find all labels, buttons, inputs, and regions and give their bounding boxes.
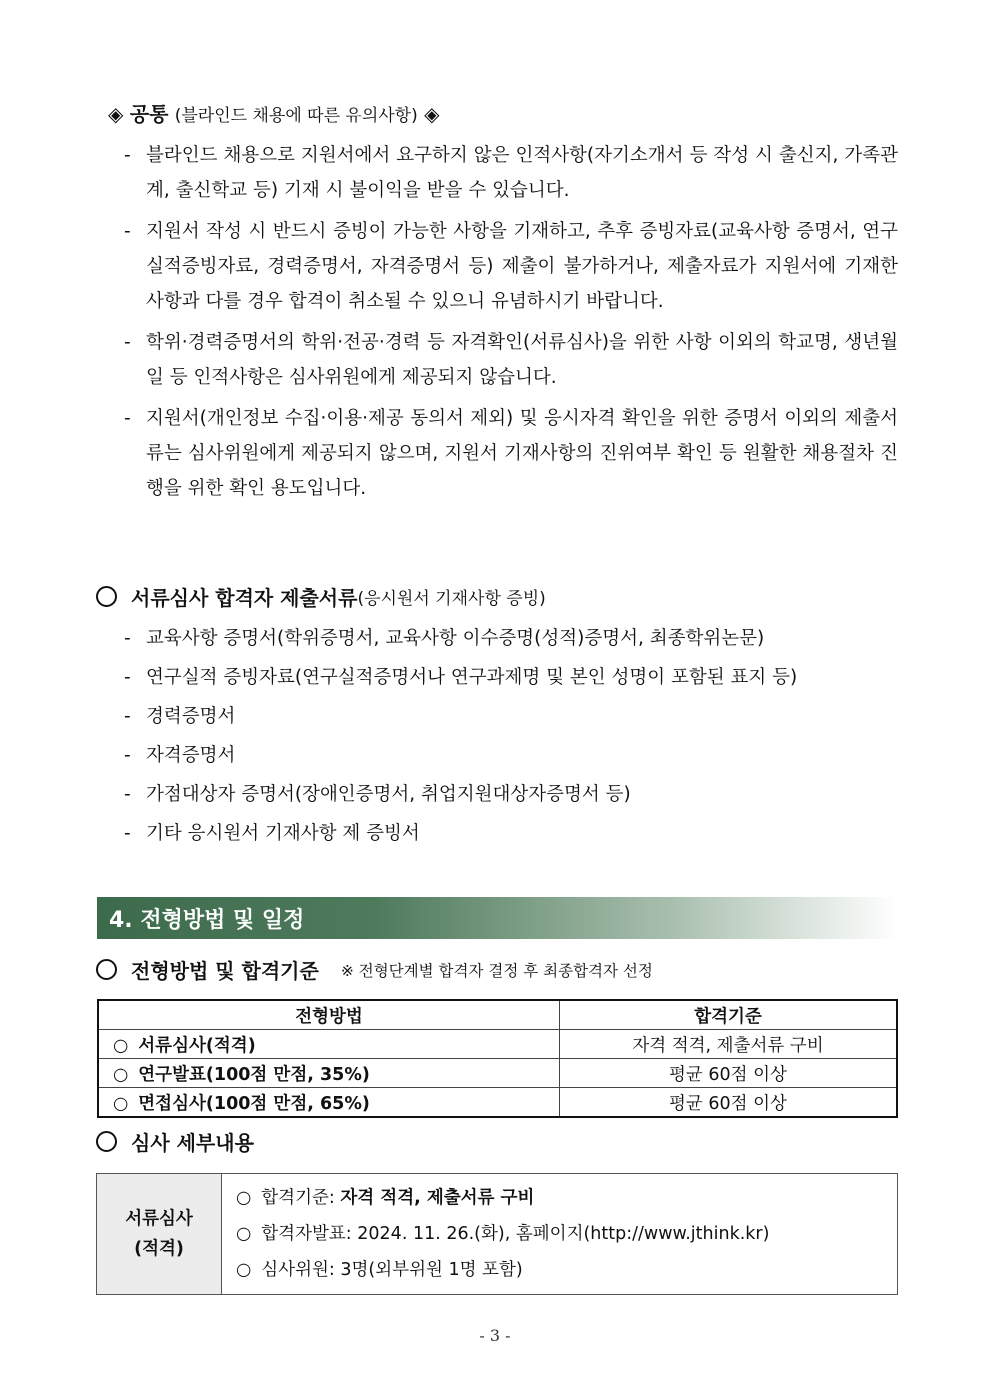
dash-icon: - — [124, 332, 131, 353]
section-banner — [97, 897, 897, 939]
dash-icon: - — [124, 408, 131, 429]
documents-title: 서류심사 합격자 제출서류 — [131, 586, 358, 610]
detail-content-cell — [222, 1174, 898, 1295]
common-subtitle: (블라인드 채용에 따른 유의사항) — [174, 106, 418, 126]
criteria-cell: 평균 60점 이상 — [560, 1088, 898, 1118]
table-row — [98, 1059, 897, 1088]
criteria-cell: 자격 적격, 제출서류 구비 — [560, 1030, 898, 1059]
criteria-cell: 평균 60점 이상 — [560, 1059, 898, 1088]
detail-label-cell: 서류심사 (적격) — [97, 1174, 222, 1295]
common-title: 공통 — [129, 102, 169, 126]
list-item: - 기타 응시원서 기재사항 제 증빙서 — [124, 814, 914, 853]
list-item: - 가점대상자 증명서(장애인증명서, 취업지원대상자증명서 등) — [124, 775, 914, 814]
detail-item: ○ 합격기준: 자격 적격, 제출서류 구비 — [236, 1188, 535, 1208]
diamond-marker-icon: ◈ — [108, 102, 124, 126]
circle-marker-icon: ○ — [236, 1260, 252, 1280]
documents-heading — [96, 582, 546, 611]
dash-icon: - — [124, 745, 131, 766]
table-row — [98, 1088, 897, 1118]
dash-icon: - — [124, 628, 131, 649]
list-item: - 지원서(개인정보 수집·이용·제공 동의서 제외) 및 응시자격 확인을 위한 증명서 이외의 제출서류는 심사위원에게 제공되지 않으며, 지원서 기재사항의 진위여부 확인 등 원활한 채용절차 진행을 위한 확인 용도입니다. — [124, 401, 898, 506]
dash-icon: - — [124, 823, 131, 844]
circle-marker-icon: ○ — [113, 1093, 129, 1114]
detail-item: ○ 합격자발표: 2024. 11. 26.(화), 홈페이지(http://www.jthink.kr) — [236, 1224, 770, 1244]
detail-item: ○ 심사위원: 3명(외부위원 1명 포함) — [236, 1260, 523, 1280]
column-header: 합격기준 — [560, 1000, 898, 1030]
list-item: - 자격증명서 — [124, 736, 914, 775]
dash-icon: - — [124, 145, 131, 166]
section-title: 4. 전형방법 및 일정 — [109, 908, 305, 933]
circle-bullet-icon — [96, 586, 117, 607]
table-row — [98, 1030, 897, 1059]
documents-list — [124, 619, 914, 853]
list-item: - 블라인드 채용으로 지원서에서 요구하지 않은 인적사항(자기소개서 등 작성 시 출신지, 가족관계, 출신학교 등) 기재 시 불이익을 받을 수 있습니다. — [124, 138, 898, 208]
detail-table — [96, 1173, 898, 1295]
method-cell: ○ 면접심사(100점 만점, 65%) — [98, 1088, 560, 1118]
list-item: - 연구실적 증빙자료(연구실적증명서나 연구과제명 및 본인 성명이 포함된 표지 등) — [124, 658, 914, 697]
dash-icon: - — [124, 784, 131, 805]
page-number: - 3 - — [479, 1326, 511, 1345]
list-item: - 교육사항 증명서(학위증명서, 교육사항 이수증명(성적)증명서, 최종학위논문) — [124, 619, 914, 658]
table-row — [97, 1174, 898, 1295]
common-notice-heading — [108, 98, 439, 127]
detail-title: 심사 세부내용 — [131, 1131, 254, 1155]
dash-icon: - — [124, 706, 131, 727]
method-note: ※ 전형단계별 합격자 결정 후 최종합격자 선정 — [340, 961, 653, 980]
circle-bullet-icon — [96, 1131, 117, 1152]
method-cell: ○ 연구발표(100점 만점, 35%) — [98, 1059, 560, 1088]
circle-bullet-icon — [96, 959, 117, 980]
common-notice-list — [124, 138, 898, 512]
circle-marker-icon: ○ — [113, 1064, 129, 1085]
method-heading — [96, 955, 653, 984]
column-header: 전형방법 — [98, 1000, 560, 1030]
documents-subtitle: (응시원서 기재사항 증빙) — [357, 589, 546, 609]
detail-heading — [96, 1127, 254, 1156]
table-header-row — [98, 1000, 897, 1030]
list-item: - 학위·경력증명서의 학위·전공·경력 등 자격확인(서류심사)을 위한 사항 이외의 학교명, 생년월일 등 인적사항은 심사위원에게 제공되지 않습니다. — [124, 325, 898, 395]
method-title: 전형방법 및 합격기준 — [131, 959, 319, 983]
list-item: - 지원서 작성 시 반드시 증빙이 가능한 사항을 기재하고, 추후 증빙자료(교육사항 증명서, 연구실적증빙자료, 경력증명서, 자격증명서 등) 제출이 불가하거나, 제출자료가 지원서에 기재한 사항과 다를 경우 합격이 취소될 수 있으니 유념하시기 바랍니다. — [124, 214, 898, 319]
list-item: - 경력증명서 — [124, 697, 914, 736]
circle-marker-icon: ○ — [236, 1188, 252, 1208]
dash-icon: - — [124, 221, 131, 242]
circle-marker-icon: ○ — [113, 1035, 129, 1056]
method-table — [97, 999, 898, 1118]
method-cell: ○ 서류심사(적격) — [98, 1030, 560, 1059]
dash-icon: - — [124, 667, 131, 688]
diamond-marker-icon: ◈ — [424, 102, 440, 126]
circle-marker-icon: ○ — [236, 1224, 252, 1244]
